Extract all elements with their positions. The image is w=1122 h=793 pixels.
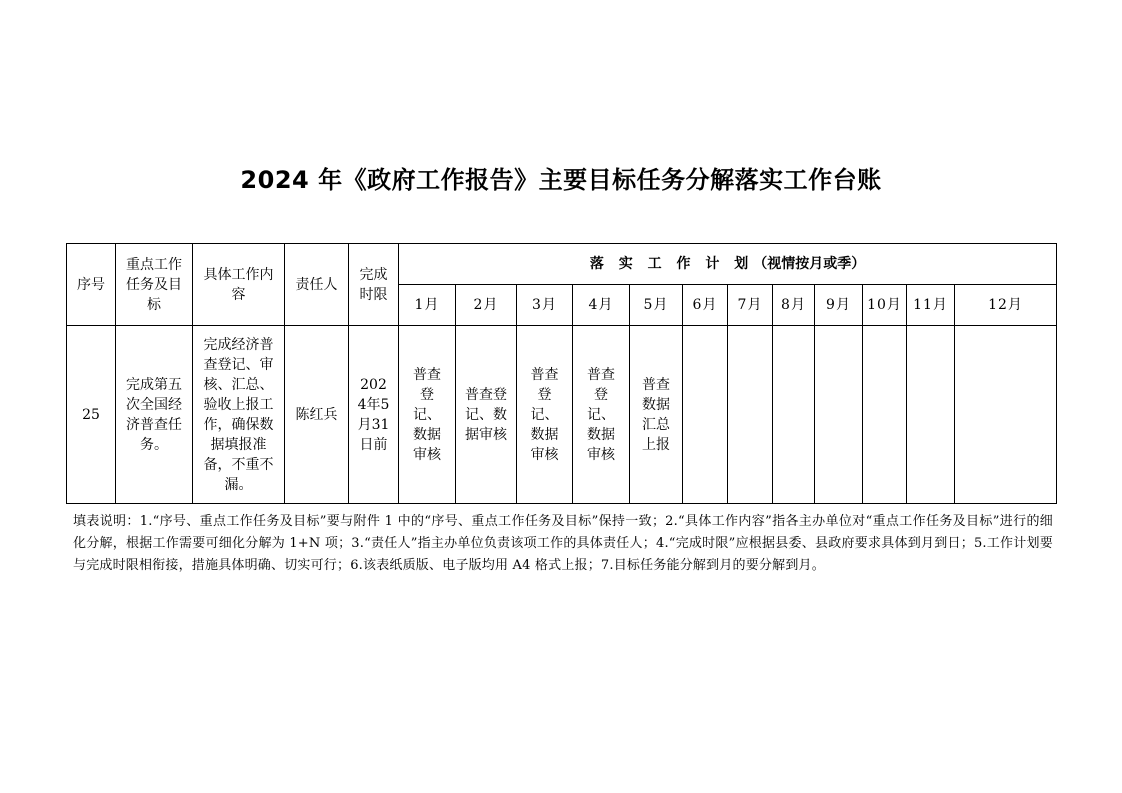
cell-plan-month-4: 普查登记、数据审核 xyxy=(573,326,630,504)
cell-plan-month-10 xyxy=(863,326,907,504)
header-plan-note: （视情按月或季） xyxy=(753,256,866,272)
header-deadline: 完成时限 xyxy=(349,244,399,326)
cell-plan-month-8 xyxy=(773,326,815,504)
month-header: 12月 xyxy=(955,285,1057,326)
cell-plan-month-5: 普查数据汇总上报 xyxy=(630,326,683,504)
document-title: 2024 年《政府工作报告》主要目标任务分解落实工作台账 xyxy=(240,166,882,194)
month-header: 6月 xyxy=(683,285,728,326)
month-header: 4月 xyxy=(573,285,630,326)
month-header: 11月 xyxy=(907,285,955,326)
month-header: 10月 xyxy=(863,285,907,326)
month-header: 5月 xyxy=(630,285,683,326)
cell-owner: 陈红兵 xyxy=(285,326,349,504)
header-content: 具体工作内容 xyxy=(193,244,285,326)
cell-plan-month-12 xyxy=(955,326,1057,504)
header-seq: 序号 xyxy=(67,244,116,326)
cell-plan-month-1: 普查登记、数据审核 xyxy=(399,326,456,504)
cell-deadline: 2024年5月31日前 xyxy=(349,326,399,504)
cell-plan-month-11 xyxy=(907,326,955,504)
cell-plan-month-7 xyxy=(728,326,773,504)
task-ledger-table xyxy=(66,243,1057,504)
header-plan xyxy=(399,244,1057,285)
month-header: 1月 xyxy=(399,285,456,326)
table-row xyxy=(67,326,1057,504)
cell-key-task: 完成第五次全国经济普查任务。 xyxy=(116,326,193,504)
header-row xyxy=(67,244,1057,285)
cell-content: 完成经济普查登记、审核、汇总、验收上报工作，确保数据填报准备，不重不漏。 xyxy=(193,326,285,504)
month-header: 3月 xyxy=(517,285,573,326)
header-plan-label: 落 实 工 作 计 划 xyxy=(589,256,754,272)
header-owner: 责任人 xyxy=(285,244,349,326)
month-header: 8月 xyxy=(773,285,815,326)
cell-seq: 25 xyxy=(67,326,116,504)
header-key-task: 重点工作任务及目标 xyxy=(116,244,193,326)
cell-plan-month-2: 普查登记、数据审核 xyxy=(456,326,517,504)
cell-plan-month-3: 普查登记、数据审核 xyxy=(517,326,573,504)
month-header: 7月 xyxy=(728,285,773,326)
month-header: 2月 xyxy=(456,285,517,326)
fill-instructions: 填表说明：1.“序号、重点工作任务及目标”要与附件 1 中的“序号、重点工作任务及目标”保持一致；2.“具体工作内容”指各主办单位对“重点工作任务及目标”进行的细化分解，根据工作需要可细化分解为 1+N 项；3.“责任人”指主办单位负责该项工作的具体责任人；4.“完成时限”应根据县委、县政府要求具体到月到日；5.工作计划要与完成时限相衔接，措施具体明确、切实可行；6.该表纸质版、电子版均用 A4 格式上报；7.目标任务能分解到月的要分解到月。 xyxy=(73,514,1053,573)
cell-plan-month-9 xyxy=(815,326,863,504)
cell-plan-month-6 xyxy=(683,326,728,504)
month-header: 9月 xyxy=(815,285,863,326)
